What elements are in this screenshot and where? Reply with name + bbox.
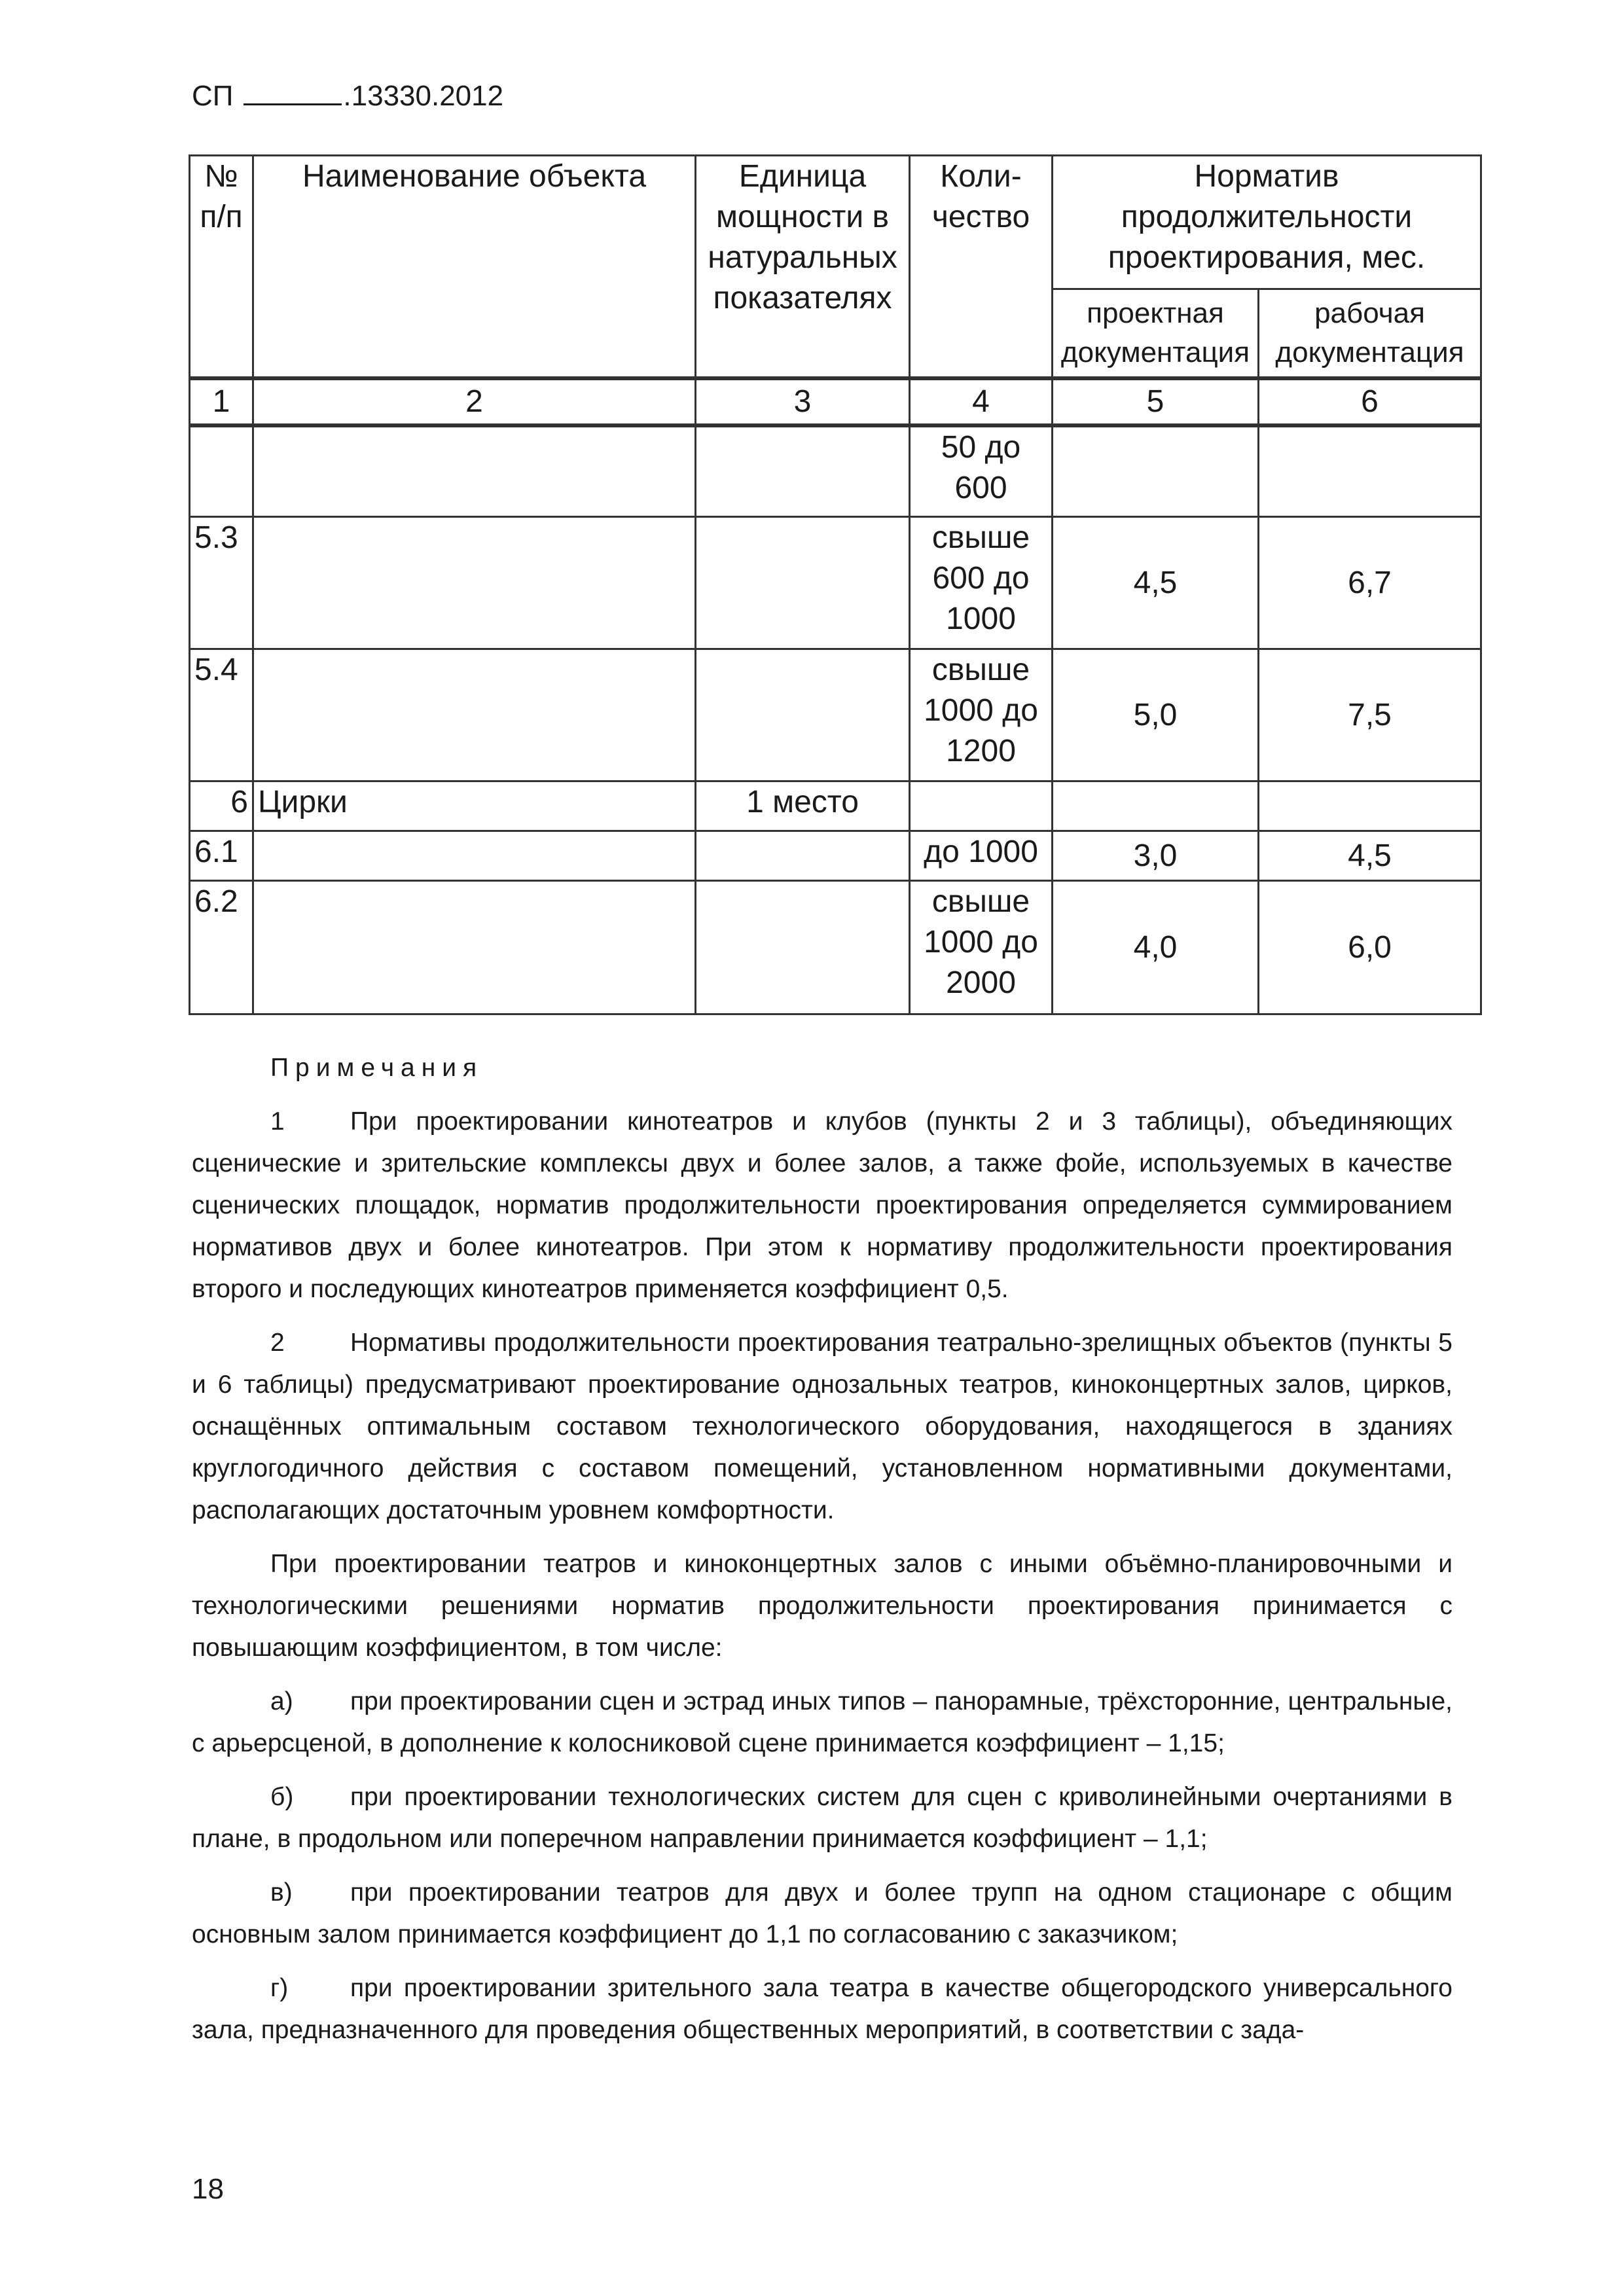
table-row [190,781,1481,831]
header-blank-line [244,77,342,105]
note-paragraph [192,1543,1453,1669]
row-name [253,831,696,881]
header-unit: Единица мощности в натуральных показателях [696,156,910,378]
header-proj-doc: проектная документация [1053,289,1259,378]
row-num [190,425,253,517]
row-qty: свыше 600 до 1000 [910,517,1053,649]
row-name: Цирки [253,781,696,831]
header-work-doc: рабочая документация [1259,289,1481,378]
header-norm: Норматив продолжительности проектирования, мес. [1053,156,1481,289]
row-num: 6 [190,781,253,831]
note-marker: б) [270,1783,294,1811]
row-name [253,649,696,781]
note-marker: а) [270,1687,293,1715]
row-work [1259,781,1481,831]
note-paragraph [192,1322,1453,1532]
row-unit [696,831,910,881]
note-text: при проектировании театров для двух и более трупп на одном стационаре с общим основным залом принимается коэффициент до 1,1 по согласованию с заказчиком; [192,1878,1453,1948]
table-row [190,649,1481,781]
note-marker: 2 [270,1329,285,1357]
row-unit [696,881,910,1014]
row-work: 7,5 [1259,649,1481,781]
page-number: 18 [192,2173,224,2205]
row-unit [696,425,910,517]
notes-title: Примечания [270,1054,484,1082]
row-qty [910,781,1053,831]
row-unit [696,517,910,649]
note-text: при проектировании технологических систем для сцен с криволинейными очертаниями в плане, в продольном или поперечном направлении принимается коэффициент – 1,1; [192,1783,1453,1853]
row-proj: 4,0 [1053,881,1259,1014]
row-proj [1053,425,1259,517]
note-paragraph [192,1681,1453,1765]
note-marker: г) [270,1974,289,2002]
row-num: 6.1 [190,831,253,881]
header-prefix: СП [192,80,234,112]
note-text: при проектировании сцен и эстрад иных типов – панорамные, трёхсторонние, центральные, с арьерсценой, в дополнение к колосниковой сцене принимается коэффициент – 1,15; [192,1687,1453,1757]
row-num: 5.4 [190,649,253,781]
column-number: 2 [253,378,696,425]
row-num: 5.3 [190,517,253,649]
table-row [190,517,1481,649]
row-qty: до 1000 [910,831,1053,881]
row-work: 4,5 [1259,831,1481,881]
row-name [253,517,696,649]
row-qty: свыше 1000 до 2000 [910,881,1053,1014]
note-text: при проектировании зрительного зала театра в качестве общегородского универсального зала, предназначенного для проведения общественных мероприятий, в соответствии с зада- [192,1974,1453,2044]
row-name [253,881,696,1014]
note-text: При проектировании кинотеатров и клубов (пункты 2 и 3 таблицы), объединяющих сценические и зрительские комплексы двух и более залов, а также фойе, используемых в качестве сценических площадок, норматив продолжительности проектирования определяется суммированием нормативов двух и более кинотеатров. При этом к нормативу продолжительности проектирования второго и последующих кинотеатров применяется коэффициент 0,5. [192,1107,1453,1303]
header-name: Наименование объекта [253,156,696,378]
table-row [190,881,1481,1014]
note-paragraph [192,1776,1453,1860]
header-code: .13330.2012 [343,80,504,112]
row-proj: 5,0 [1053,649,1259,781]
row-unit: 1 место [696,781,910,831]
norms-table [189,154,1482,1015]
note-text: Нормативы продолжительности проектирования театрально-зрелищных объектов (пункты 5 и 6 таблицы) предусматривают проектирование однозальных театров, киноконцертных залов, цирков, оснащённых оптимальным составом технологического оборудования, находящегося в зданиях круглогодичного действия с составом помещений, установленном нормативными документами, располагающих достаточным уровнем комфортности. [192,1329,1453,1524]
column-number: 4 [910,378,1053,425]
note-paragraph [192,1872,1453,1956]
row-work: 6,0 [1259,881,1481,1014]
row-num: 6.2 [190,881,253,1014]
table-row [190,831,1481,881]
row-work [1259,425,1481,517]
note-marker: в) [270,1878,293,1907]
header-num: № п/п [190,156,253,378]
note-text: При проектировании театров и киноконцертных залов с иными объёмно-планировочными и технологическими решениями норматив продолжительности проектирования принимается с повышающим коэффициентом, в том числе: [192,1550,1453,1662]
column-numbers-row [190,378,1481,425]
table-row [190,425,1481,517]
row-proj [1053,781,1259,831]
note-paragraph [192,1101,1453,1310]
row-proj: 3,0 [1053,831,1259,881]
note-paragraph [192,1967,1453,2051]
row-unit [696,649,910,781]
row-qty: 50 до 600 [910,425,1053,517]
column-number: 1 [190,378,253,425]
row-work: 6,7 [1259,517,1481,649]
column-number: 5 [1053,378,1259,425]
row-qty: свыше 1000 до 1200 [910,649,1053,781]
document-header [192,77,503,115]
notes-section [192,1047,1453,2063]
note-marker: 1 [270,1107,285,1136]
column-number: 6 [1259,378,1481,425]
row-name [253,425,696,517]
row-proj: 4,5 [1053,517,1259,649]
header-qty: Коли-чество [910,156,1053,378]
column-number: 3 [696,378,910,425]
